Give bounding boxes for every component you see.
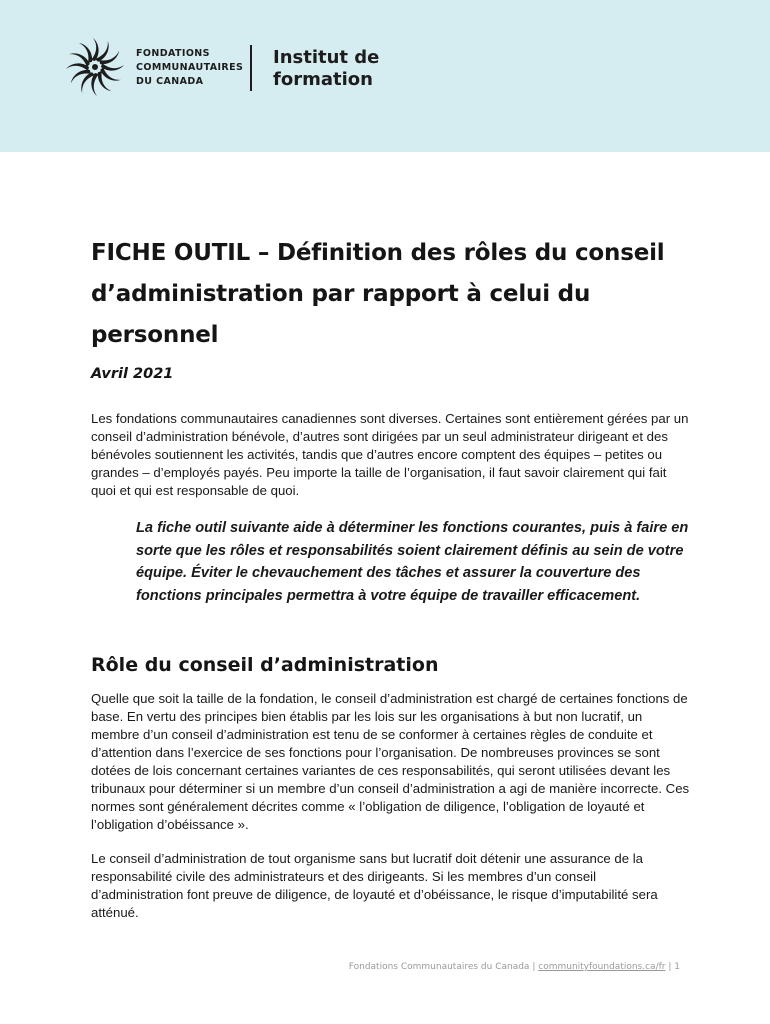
institute-name-line: Institut de: [273, 47, 380, 68]
institute-name-line: formation: [273, 69, 373, 90]
footer-org: Fondations Communautaires du Canada: [348, 962, 530, 972]
header-band: [0, 0, 770, 152]
page-number: 1: [674, 962, 680, 972]
org-name: [136, 47, 243, 89]
sunburst-logo-icon: [64, 36, 126, 98]
body-paragraph: Quelle que soit la taille de la fondation, le conseil d’administration est chargé de certaines fonctions de base. En vertu des principes bien établis par les lois sur les organisations à but non lucratif, un membre d’un conseil d’administration est tenu de se conformer à certaines règles de conduite et d’attention dans l’exercice de ses fonctions pour l’organisation. De nombreuses provinces se sont dotées de lois concernant certaines variantes de ces responsabilités, qui seront utilisées devant les tribunaux pour déterminer si un membre d’un conseil d’administration a agi de manière incorrecte. Ces normes sont généralement décrites comme « l’obligation de diligence, l’obligation de loyauté et l’obligation d’obéissance ».: [91, 691, 690, 832]
page-footer: [349, 962, 680, 972]
org-name-line: COMMUNAUTAIRES: [136, 62, 244, 73]
institute-name: [273, 47, 379, 91]
section-heading: Rôle du conseil d’administration: [91, 654, 439, 676]
document-title: FICHE OUTIL – Définition des rôles du conseil d’administration par rapport à celui du personnel: [91, 240, 665, 348]
footer-separator: |: [668, 962, 672, 972]
document-date: Avril 2021: [91, 366, 174, 382]
intro-paragraph: Les fondations communautaires canadiennes sont diverses. Certaines sont entièrement gérées par un conseil d’administration bénévole, d’autres sont dirigées par un seul administrateur dirigeant et des bénévoles soutiennent les activités, tandis que d’autres encore comptent des équipes – petites ou grandes – d’employés payés. Peu importe la taille de l’organisation, il faut savoir clairement qui fait quoi et qui est responsable de quoi.: [91, 411, 689, 498]
footer-separator: |: [532, 962, 536, 972]
footer-link[interactable]: communityfoundations.ca/fr: [538, 962, 666, 972]
org-name-line: FONDATIONS: [136, 48, 210, 59]
header-divider: [250, 45, 252, 91]
body-paragraph: Le conseil d’administration de tout organisme sans but lucratif doit détenir une assurance de la responsabilité civile des administrateurs et des dirigeants. Si les membres d’un conseil d’administration font preuve de diligence, de loyauté et d’obéissance, le risque d’imputabilité sera atténué.: [91, 851, 658, 920]
org-name-line: DU CANADA: [136, 76, 204, 87]
callout-paragraph: La fiche outil suivante aide à déterminer les fonctions courantes, puis à faire en sorte que les rôles et responsabilités soient clairement définis au sein de votre équipe. Éviter le chevauchement des tâches et assurer la couverture des fonctions principales permettra à votre équipe de travailler efficacement.: [136, 520, 689, 604]
